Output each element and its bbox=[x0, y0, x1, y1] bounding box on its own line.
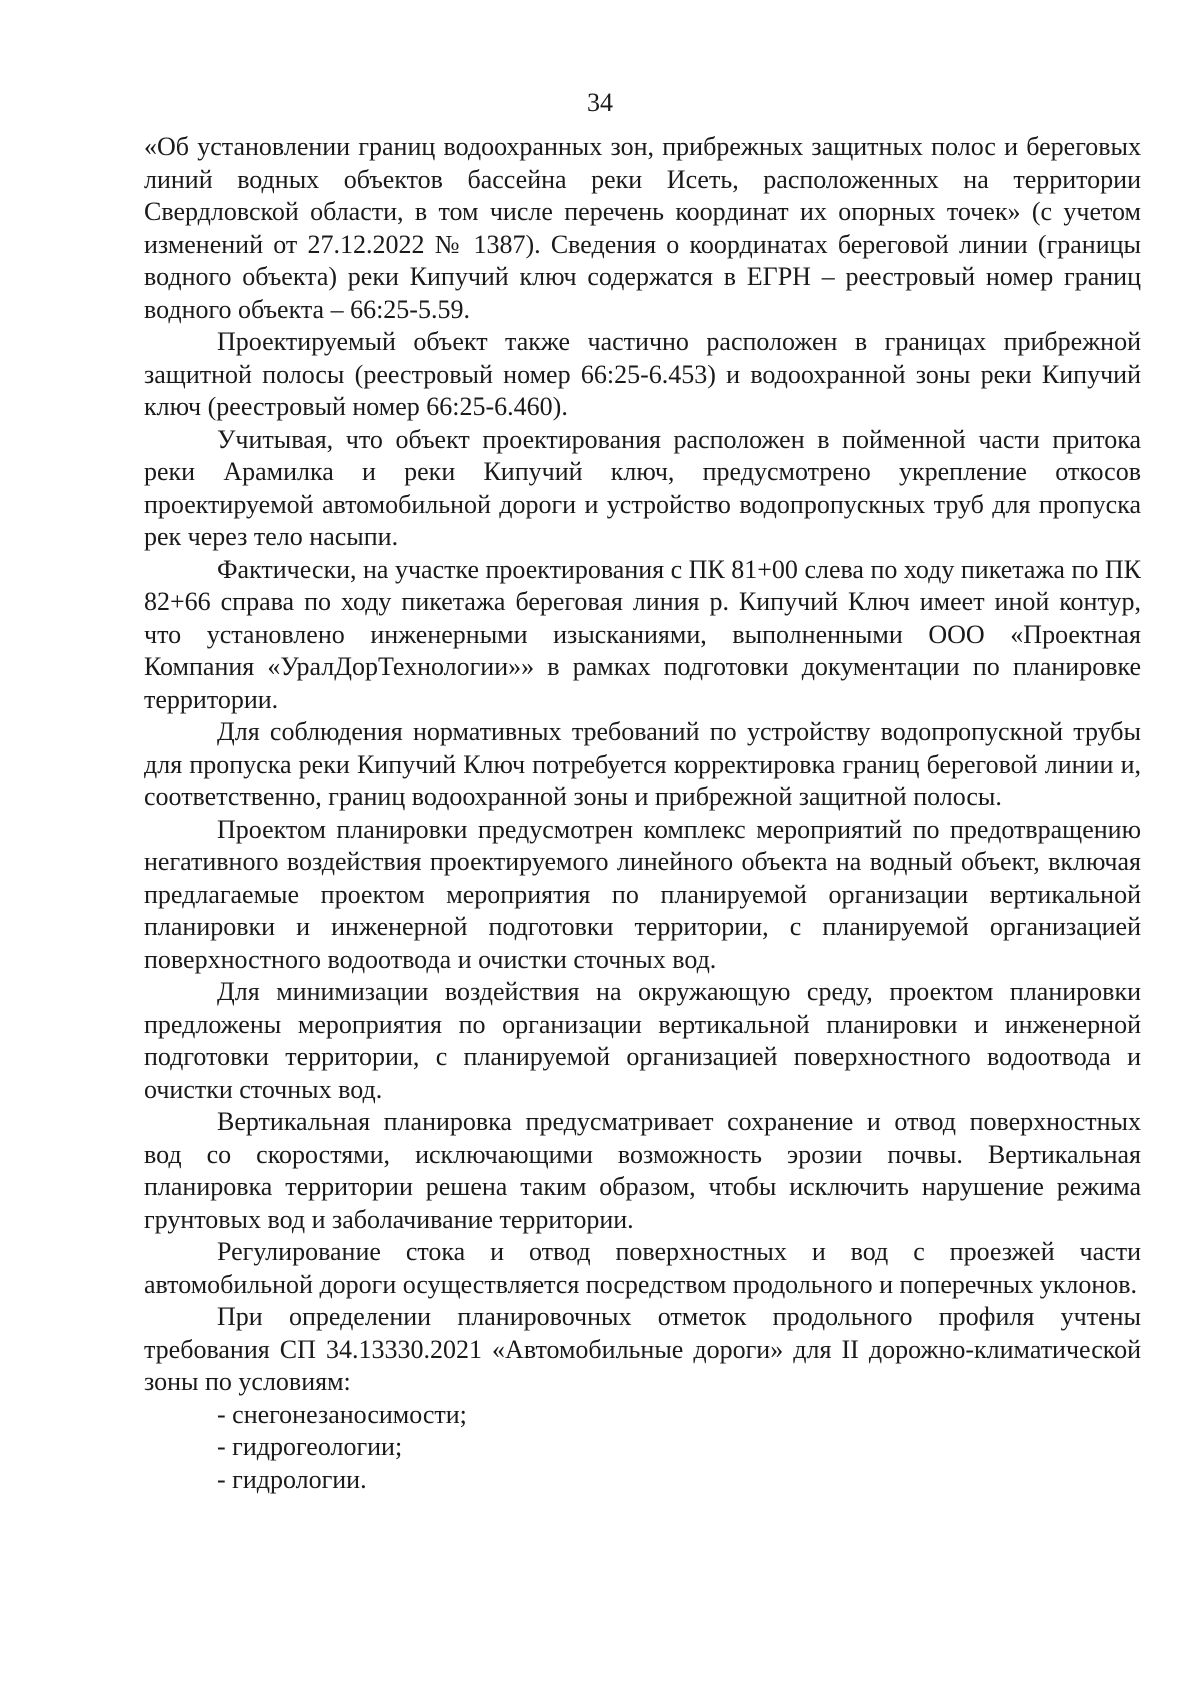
paragraph: Учитывая, что объект проектирования расположен в пойменной части притока реки Арамилка и реки Кипучий ключ, предусмотрено укрепление откосов проектируемой автомобильной дороги и устройство водопропускных труб для пропуска рек через тело насыпи. bbox=[144, 424, 1141, 551]
list-item: - гидрологии. bbox=[217, 1464, 367, 1494]
paragraph: Регулирование стока и отвод поверхностных и вод с проезжей части автомобильной дороги осуществляется посредством продольного и поперечных уклонов. bbox=[144, 1237, 1141, 1299]
paragraph: Для соблюдения нормативных требований по устройству водопропускной трубы для пропуска реки Кипучий Ключ потребуется корректировка границ береговой линии и, соответственно, границ водоохранной зоны и прибрежной защитной полосы. bbox=[144, 717, 1141, 811]
paragraph: Проектом планировки предусмотрен комплекс мероприятий по предотвращению негативного воздействия проектируемого линейного объекта на водный объект, включая предлагаемые проектом мероприятия по планируемой организации вертикальной планировки и инженерной подготовки территории, с планируемой организацией поверхностного водоотвода и очистки сточных вод. bbox=[144, 814, 1141, 974]
paragraph-continued: «Об установлении границ водоохранных зон, прибрежных защитных полос и береговых линий водных объектов бассейна реки Исеть, расположенных на территории Свердловской области, в том числе перечень координат их опорных точек» (с учетом изменений от 27.12.2022 № 1387). Сведения о координатах береговой линии (границы водного объекта) реки Кипучий ключ содержатся в ЕГРН – реестровый номер границ водного объекта – 66:25-5.59. bbox=[144, 132, 1141, 324]
list-item: - снегонезаносимости; bbox=[217, 1399, 467, 1429]
paragraph: Вертикальная планировка предусматривает сохранение и отвод поверхностных вод со скоростями, исключающими возможность эрозии почвы. Вертикальная планировка территории решена таким образом, чтобы исключить нарушение режима грунтовых вод и заболачивание территории. bbox=[144, 1107, 1141, 1234]
page-number: 34 bbox=[587, 88, 613, 117]
paragraph: При определении планировочных отметок продольного профиля учтены требования СП 34.13330.2021 «Автомобильные дороги» для II дорожно-климатической зоны по условиям: bbox=[144, 1302, 1141, 1396]
paragraph: Проектируемый объект также частично расположен в границах прибрежной защитной полосы (реестровый номер 66:25-6.453) и водоохранной зоны реки Кипучий ключ (реестровый номер 66:25-6.460). bbox=[144, 327, 1141, 421]
conditions-list bbox=[144, 1399, 1141, 1497]
list-item: - гидрогеологии; bbox=[217, 1432, 403, 1461]
paragraph: Фактически, на участке проектирования с ПК 81+00 слева по ходу пикетажа по ПК 82+66 справа по ходу пикетажа береговая линия р. Кипучий Ключ имеет иной контур, что установлено инженерными изысканиями, выполненными ООО «Проектная Компания «УралДорТехнологии»» в рамках подготовки документации по планировке территории. bbox=[144, 554, 1141, 714]
paragraph: Для минимизации воздействия на окружающую среду, проектом планировки предложены мероприятия по организации вертикальной планировки и инженерной подготовки территории, с планируемой организацией поверхностного водоотвода и очистки сточных вод. bbox=[144, 977, 1141, 1104]
document-body bbox=[144, 131, 1141, 1496]
